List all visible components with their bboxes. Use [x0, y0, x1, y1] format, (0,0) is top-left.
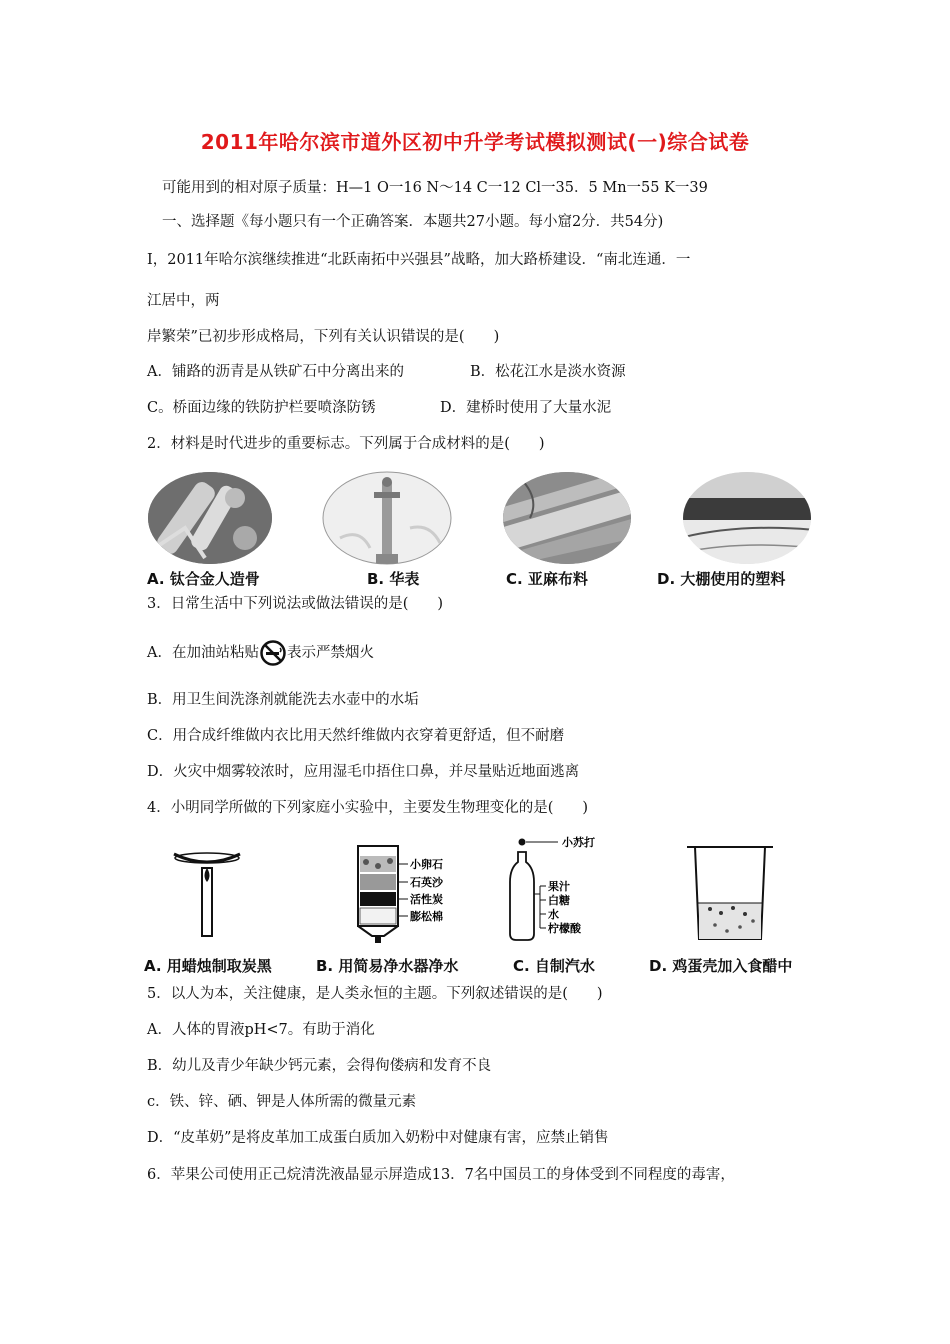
q4-caption-b: B. 用简易净水器净水 [316, 957, 459, 975]
q3-option-a-post: 表示严禁烟火 [286, 645, 374, 661]
q1-option-b: B．松花江水是淡水资源 [470, 364, 626, 380]
soda-label-sugar: 白糖 [548, 894, 570, 907]
q6-stem: 6．苹果公司使用正己烷清洗液晶显示屏造成13．7名中国员工的身体受到不同程度的毒害， [147, 1167, 735, 1183]
soda-label-baking-soda: 小苏打 [562, 836, 595, 849]
filter-label-quartz-sand: 石英沙 [410, 876, 443, 889]
q5-option-b: B．幼儿及青少年缺少钙元素，会得佝偻病和发育不良 [147, 1058, 492, 1074]
huabiao-image [320, 468, 455, 568]
soda-label-citric-acid: 柠檬酸 [548, 922, 581, 935]
homemade-soda-figure [508, 834, 628, 946]
q2-image-row [145, 468, 815, 568]
q1-line3: 岸繁荣”已初步形成格局，下列有关认识错误的是( ) [147, 329, 500, 345]
section-header: 一、选择题《每小题只有一个正确答案．本题共27小题。每小窟2分．共54分) [162, 214, 664, 230]
q5-stem: 5．以人为本，关注健康，是人类永恒的主题。下列叙述错误的是( ) [147, 986, 603, 1002]
soda-label-juice: 果汁 [548, 880, 570, 893]
greenhouse-plastic-image [680, 468, 815, 568]
q2-caption-c: C. 亚麻布料 [506, 570, 588, 588]
q3-option-c: C．用合成纤维做内衣比用天然纤维做内衣穿着更舒适，但不耐磨 [147, 728, 565, 744]
soda-label-water: 水 [548, 908, 559, 921]
titanium-bone-image [145, 468, 275, 568]
filter-label-activated-carbon: 活性炭 [410, 893, 443, 906]
q1-option-c: C。桥面边缘的铁防护栏要喷涤防锈 [147, 400, 376, 416]
q4-caption-d: D. 鸡蛋壳加入食醋中 [649, 957, 793, 975]
q3-option-d: D．火灾中烟雾较浓时，应用湿毛巾捂住口鼻，并尽量贴近地面逃离 [147, 764, 580, 780]
candle-carbon-black-figure [172, 848, 242, 938]
q2-caption-b: B. 华表 [367, 570, 420, 588]
q1-line2: 江居中，两 [147, 293, 220, 309]
eggshell-vinegar-figure [685, 843, 775, 943]
filter-label-cotton: 膨松棉 [410, 910, 443, 923]
q5-option-a: A．人体的胃液pH<7。有助于消化 [147, 1022, 375, 1038]
no-smoking-icon [260, 640, 286, 666]
q2-stem: 2．材料是时代进步的重要标志。下列属于合成材料的是( ) [147, 436, 545, 452]
q3-option-a-pre: A．在加油站粘贴 [147, 645, 259, 661]
q4-caption-a: A. 用蜡烛制取炭黑 [144, 957, 272, 975]
water-filter-figure [348, 842, 478, 944]
q1-line1: I，2011年哈尔滨继续推进“北跃南拓中兴强县”战略，加大路桥建设．“南北连通．一 [147, 252, 691, 268]
q5-option-d: D．“皮革奶”是将皮革加工成蛋白质加入奶粉中对健康有害，应禁止销售 [147, 1130, 609, 1146]
q3-stem: 3．日常生活中下列说法或做法错误的是( ) [147, 596, 444, 612]
q1-option-a: A．铺路的沥青是从铁矿石中分离出来的 [147, 364, 404, 380]
q4-stem: 4．小明同学所做的下列家庭小实验中，主要发生物理变化的是( ) [147, 800, 589, 816]
filter-label-pebbles: 小卵石 [410, 858, 443, 871]
q5-option-c: c．铁、锌、硒、钾是人体所需的微量元素 [147, 1094, 417, 1110]
q3-option-a [147, 640, 374, 666]
q1-option-d: D．建桥时使用了大量水泥 [440, 400, 612, 416]
q2-caption-a: A. 钛合金人造骨 [147, 570, 260, 588]
q3-option-b: B．用卫生间洗涤剂就能洗去水壶中的水垢 [147, 692, 419, 708]
exam-title: 2011年哈尔滨市道外区初中升学考试模拟测试(一)综合试卷 [200, 130, 750, 154]
atomic-mass-line: 可能用到的相对原子质量：H—1 O一16 N～14 C一12 Cl一35．5 Mn一55 K一39 [162, 180, 708, 196]
q4-caption-c: C. 自制汽水 [513, 957, 595, 975]
q2-caption-d: D. 大棚使用的塑料 [657, 570, 786, 588]
linen-fabric-image [500, 468, 635, 568]
